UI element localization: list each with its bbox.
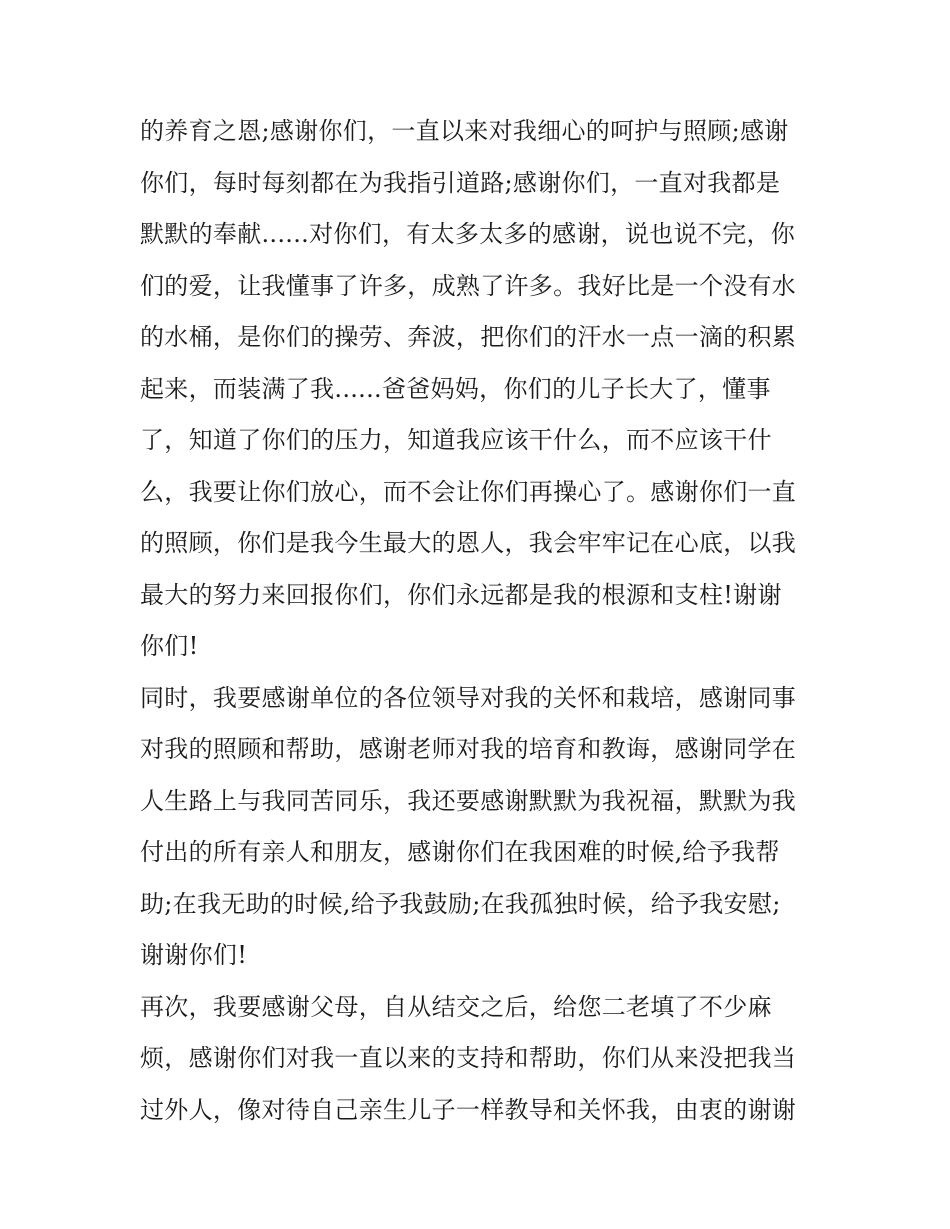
text-line: 的水桶，是你们的操劳、奔波，把你们的汗水一点一滴的积累 xyxy=(140,323,797,351)
text-line: 们的爱，让我懂事了许多，成熟了许多。我好比是一个没有水 xyxy=(140,271,797,300)
text-line: 再次，我要感谢父母，自从结交之后，给您二老填了不少麻 xyxy=(140,992,772,1021)
document-body xyxy=(140,106,820,1136)
text-line: 么，我要让你们放心，而不会让你们再操心了。感谢你们一直 xyxy=(140,477,797,506)
text-line: 你们，每时每刻都在为我指引道路;感谢你们，一直对我都是 xyxy=(140,168,781,197)
text-line: 最大的努力来回报你们，你们永远都是我的根源和支柱!谢谢 xyxy=(140,580,782,609)
text-line: 谢谢你们! xyxy=(140,941,248,969)
text-line: 起来，而装满了我......爸爸妈妈，你们的儿子长大了，懂事 xyxy=(140,374,771,403)
text-line: 的照顾，你们是我今生最大的恩人，我会牢牢记在心底，以我 xyxy=(140,529,797,557)
text-line: 同时，我要感谢单位的各位领导对我的关怀和栽培，感谢同事 xyxy=(140,683,797,712)
text-line: 了，知道了你们的压力，知道我应该干什么，而不应该干什 xyxy=(140,426,772,454)
text-line: 过外人，像对待自己亲生儿子一样教导和关怀我，由衷的谢谢 xyxy=(140,1095,797,1124)
text-line: 你们! xyxy=(140,632,199,660)
text-line: 付出的所有亲人和朋友，感谢你们在我困难的时候,给予我帮 xyxy=(140,838,780,866)
text-line: 助;在我无助的时候,给予我鼓励;在我孤独时候，给予我安慰; xyxy=(140,889,781,918)
text-line: 的养育之恩;感谢你们，一直以来对我细心的呵护与照顾;感谢 xyxy=(140,117,789,145)
text-line: 默默的奉献......对你们，有太多太多的感谢，说也说不完，你 xyxy=(140,220,796,248)
text-line: 人生路上与我同苦同乐，我还要感谢默默为我祝福，默默为我 xyxy=(140,786,797,815)
text-line: 对我的照顾和帮助，感谢老师对我的培育和教诲，感谢同学在 xyxy=(140,735,797,763)
text-line: 烦，感谢你们对我一直以来的支持和帮助，你们从来没把我当 xyxy=(140,1044,797,1072)
